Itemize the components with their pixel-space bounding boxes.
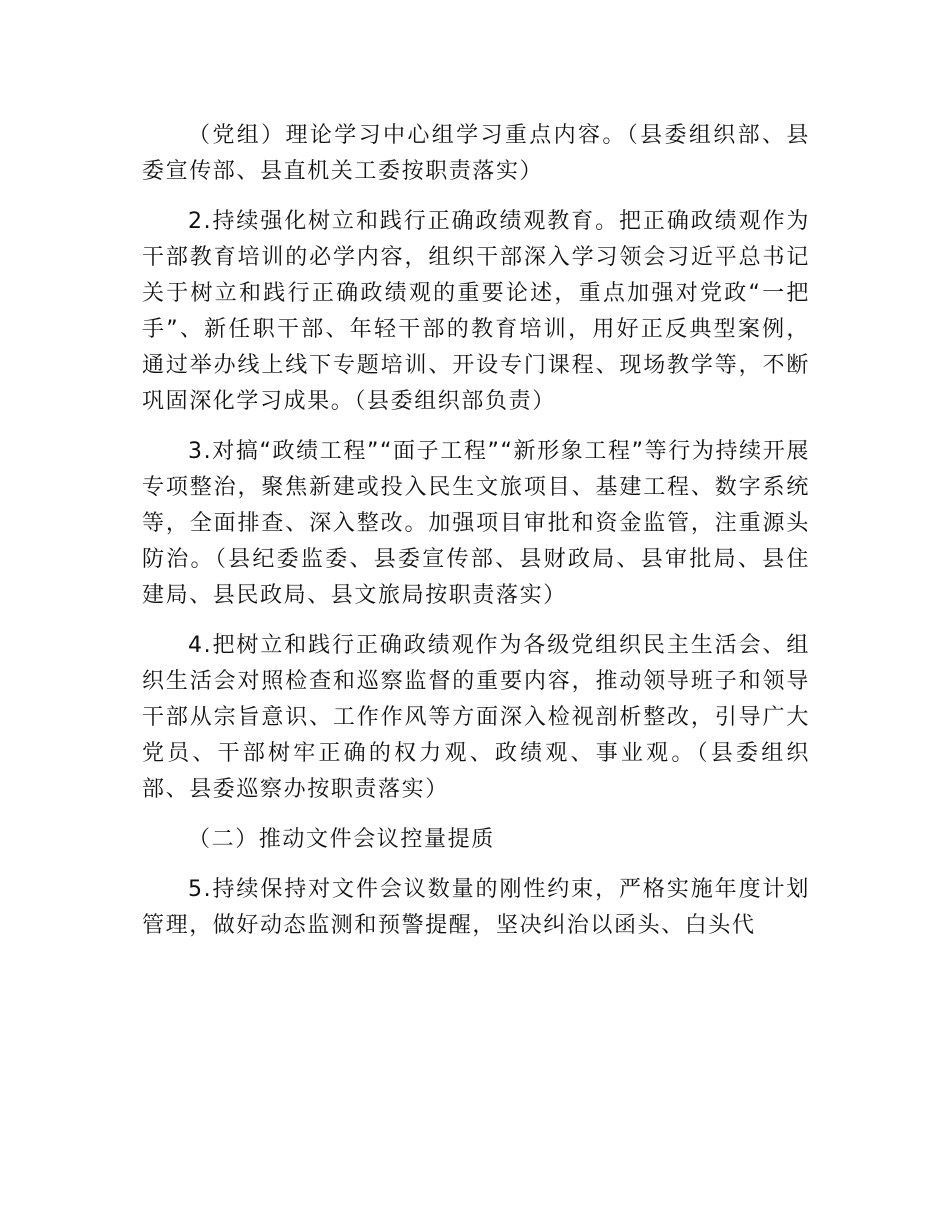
paragraph-item-2: 2.持续强化树立和践行正确政绩观教育。把正确政绩观作为干部教育培训的必学内容，组织干部深入学习领会习近平总书记关于树立和践行正确政绩观的重要论述，重点加强对党政“一把手”、新任职干部、年轻干部的教育培训，用好正反典型案例，通过举办线上线下专题培训、开设专门课程、现场教学等，不断巩固深化学习成果。（县委组织部负责） bbox=[142, 209, 810, 414]
paragraph-item-3: 3.对搞“政绩工程”“面子工程”“新形象工程”等行为持续开展专项整治，聚焦新建或投入民生文旅项目、基建工程、数字系统等，全面排查、深入整改。加强项目审批和资金监管，注重源头防治。（县纪委监委、县委宣传部、县财政局、县审批局、县住建局、县民政局、县文旅局按职责落实） bbox=[142, 439, 810, 608]
paragraph-item-5: 5.持续保持对文件会议数量的刚性约束，严格实施年度计划管理，做好动态监测和预警提醒，坚决纠治以函头、白头代 bbox=[142, 877, 810, 938]
section-heading: （二）推动文件会议控量提质 bbox=[188, 827, 495, 852]
paragraph-item-4: 4.把树立和践行正确政绩观作为各级党组织民主生活会、组织生活会对照检查和巡察监督的重要内容，推动领导班子和领导干部从宗旨意识、工作作风等方面深入检视剖析整改，引导广大党员、干部树牢正确的权力观、政绩观、事业观。（县委组织部、县委巡察办按职责落实） bbox=[142, 633, 810, 802]
document-body bbox=[142, 118, 810, 958]
paragraph-continuation: （党组）理论学习中心组学习重点内容。（县委组织部、县委宣传部、县直机关工委按职责落实） bbox=[142, 123, 810, 184]
